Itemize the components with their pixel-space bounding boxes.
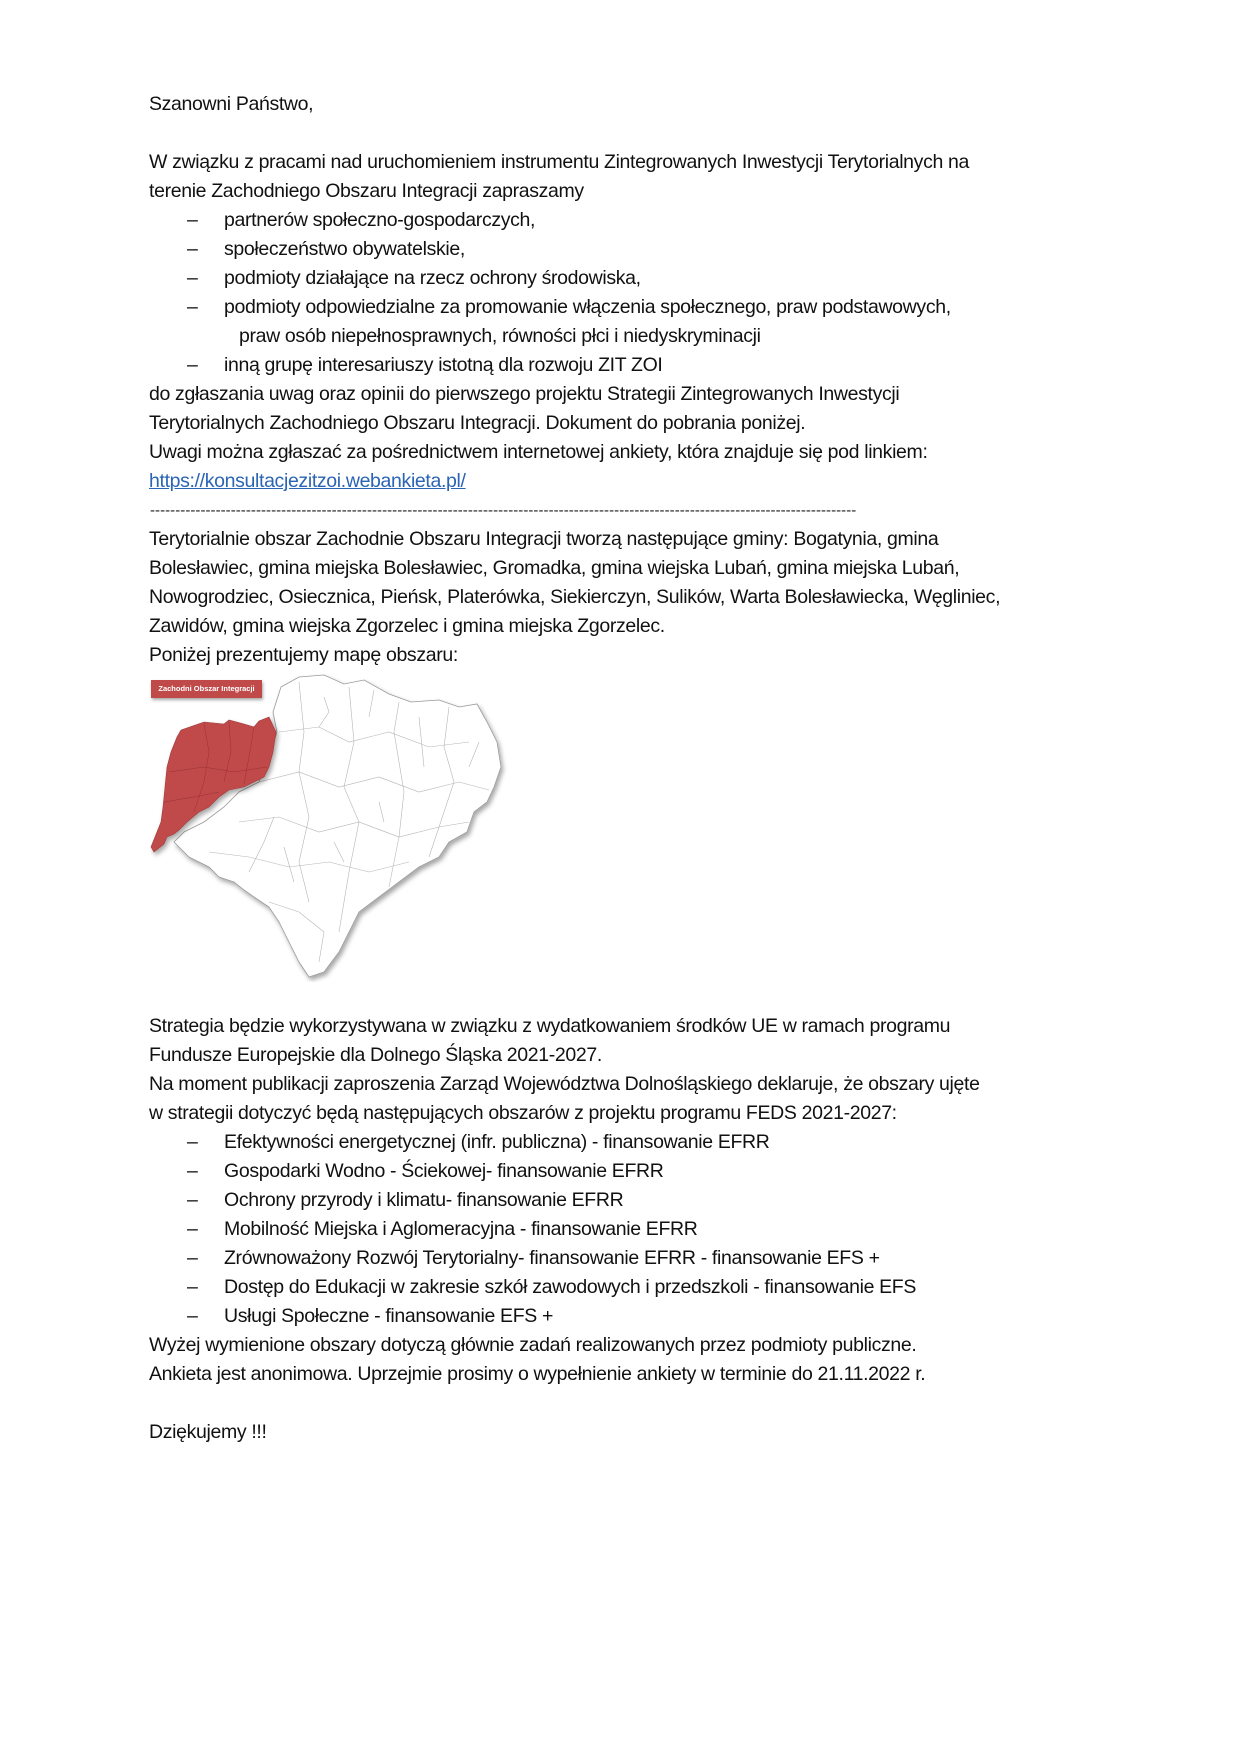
closing-line: Ankieta jest anonimowa. Uprzejmie prosimy o wypełnienie ankiety w terminie do 21.11.2022 r. [149, 1363, 926, 1385]
intro-line: W związku z pracami nad uruchomieniem instrumentu Zintegrowanych Inwestycji Terytorialnych na [149, 151, 970, 173]
list-item: – Usługi Społeczne - finansowanie EFS + [149, 1302, 1109, 1331]
list-item: – podmioty odpowiedzialne za promowanie włączenia społecznego, praw podstawowych, praw osób niepełnosprawnych, równości płci i niedyskryminacji [149, 293, 1109, 351]
territory-line: Nowogrodziec, Osiecznica, Pieńsk, Platerówka, Siekierczyn, Sulików, Warta Bolesławiecka, Węgliniec, [149, 586, 1001, 608]
list-item: – Ochrony przyrody i klimatu- finansowanie EFRR [149, 1186, 1109, 1215]
dash-bullet-icon: – [187, 1305, 198, 1327]
purpose-line: do zgłaszania uwag oraz opinii do pierwszego projektu Strategii Zintegrowanych Inwestycji [149, 383, 900, 405]
dash-bullet-icon: – [187, 209, 198, 231]
territory-line: Terytorialnie obszar Zachodnie Obszaru Integracji tworzą następujące gminy: Bogatynia, gmina [149, 528, 939, 550]
separator: -------------------------------------------------------------------------------------------------------------------------------------------- [150, 502, 857, 519]
strategy-line: Strategia będzie wykorzystywana w związku z wydatkowaniem środków UE w ramach programu [149, 1015, 951, 1037]
invitees-list [149, 206, 1109, 380]
dash-bullet-icon: – [187, 354, 198, 376]
map-legend-label: Zachodni Obszar Integracji [151, 680, 262, 698]
dash-bullet-icon: – [187, 238, 198, 260]
spacer [149, 1389, 1109, 1418]
strategy-line: w strategii dotyczyć będą następujących obszarów z projektu programu FEDS 2021-2027: [149, 1102, 897, 1124]
list-item: – Efektywności energetycznej (infr. publiczna) - finansowanie EFRR [149, 1128, 1109, 1157]
strategy-line: Na moment publikacji zaproszenia Zarząd Województwa Dolnośląskiego deklaruje, że obszary ujęte [149, 1073, 980, 1095]
list-item: – społeczeństwo obywatelskie, [149, 235, 1109, 264]
letter-page [149, 90, 1109, 1447]
dash-bullet-icon: – [187, 1218, 198, 1240]
strategy-line: Fundusze Europejskie dla Dolnego Śląska 2021-2027. [149, 1044, 602, 1066]
territory-line: Zawidów, gmina wiejska Zgorzelec i gmina miejska Zgorzelec. [149, 615, 665, 637]
intro-line: terenie Zachodniego Obszaru Integracji zapraszamy [149, 180, 584, 202]
survey-link[interactable]: https://konsultacjezitzoi.webankieta.pl/ [149, 470, 466, 492]
list-item: – Dostęp do Edukacji w zakresie szkół zawodowych i przedszkoli - finansowanie EFS [149, 1273, 1109, 1302]
dash-bullet-icon: – [187, 267, 198, 289]
dash-bullet-icon: – [187, 1160, 198, 1182]
dash-bullet-icon: – [187, 1276, 198, 1298]
greeting: Szanowni Państwo, [149, 93, 314, 115]
list-item: – partnerów społeczno-gospodarczych, [149, 206, 1109, 235]
dash-bullet-icon: – [187, 1247, 198, 1269]
purpose-line: Terytorialnych Zachodniego Obszaru Integracji. Dokument do pobrania poniżej. [149, 412, 806, 434]
list-item: – Mobilność Miejska i Aglomeracyjna - finansowanie EFRR [149, 1215, 1109, 1244]
purpose-line: Uwagi można zgłaszać za pośrednictwem internetowej ankiety, która znajduje się pod linkiem: [149, 441, 928, 463]
areas-list [149, 1128, 1109, 1331]
territory-line: Bolesławiec, gmina miejska Bolesławiec, Gromadka, gmina wiejska Lubań, gmina miejska Lubań, [149, 557, 960, 579]
list-item: – podmioty działające na rzecz ochrony środowiska, [149, 264, 1109, 293]
region-map [149, 672, 509, 982]
territory-line: Poniżej prezentujemy mapę obszaru: [149, 644, 458, 666]
spacer [149, 982, 1109, 1012]
list-item: – Zrównoważony Rozwój Terytorialny- finansowanie EFRR - finansowanie EFS + [149, 1244, 1109, 1273]
thanks: Dziękujemy !!! [149, 1421, 267, 1443]
dash-bullet-icon: – [187, 1189, 198, 1211]
closing-line: Wyżej wymienione obszary dotyczą głównie zadań realizowanych przez podmioty publiczne. [149, 1334, 917, 1356]
list-item: – inną grupę interesariuszy istotną dla rozwoju ZIT ZOI [149, 351, 1109, 380]
spacer [149, 119, 1109, 148]
dash-bullet-icon: – [187, 1131, 198, 1153]
map-image [149, 672, 509, 982]
list-item: – Gospodarki Wodno - Ściekowej- finansowanie EFRR [149, 1157, 1109, 1186]
dash-bullet-icon: – [187, 296, 198, 318]
